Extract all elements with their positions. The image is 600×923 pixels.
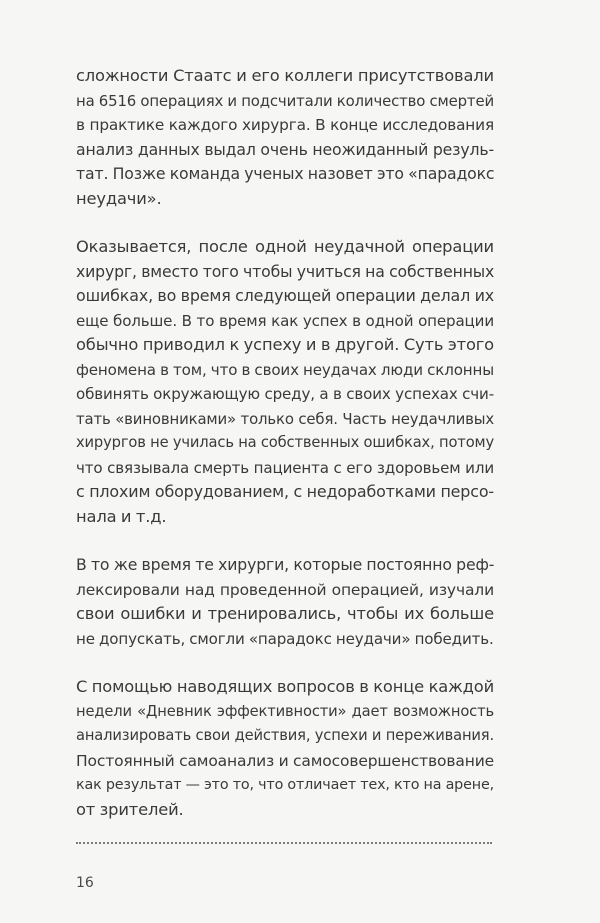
text-line: Постоянный самоанализ и самосовершенствование [76,751,494,770]
text-line: сложности Стаатс и его коллеги присутствовали [76,66,494,85]
text-line: хирургов не училась на собственных ошибках, потому [76,434,494,451]
page-body [76,64,494,846]
text-line: с плохим оборудованием, с недоработками персо- [76,482,494,501]
paragraph-3 [76,553,494,651]
text-line: тать «виновниками» только себя. Часть неудачливых [76,409,494,428]
text-line: свои ошибки и тренировались, чтобы их больше [76,604,494,623]
text-line: В то же время те хирурги, которые постоянно реф- [76,555,495,574]
text-line: что связывала смерть пациента с его здоровьем или [76,458,494,477]
text-line: ошибках, во время следующей операции делал их [76,286,494,305]
text-line: обычно приводил к успеху и в другой. Суть этого [76,335,494,354]
text-line: С помощью наводящих вопросов в конце каждой [76,677,494,696]
text-line: лексировали над проведенной операцией, изучали [76,580,494,599]
paragraph-4 [76,675,494,822]
text-line: тат. Позже команда ученых назовет это «парадокс [76,164,495,183]
paragraph-2 [76,235,494,529]
text-line: не допускать, смогли «парадокс неудачи» победить. [76,629,494,648]
text-line: феномена в том, что в своих неудачах люди склонны [76,360,494,379]
text-line: от зрителей. [76,799,184,819]
text-line: недели «Дневник эффективности» дает возможность [76,702,494,720]
text-line: анализировать свои действия, успехи и переживания. [76,727,494,744]
text-line: в практике каждого хирурга. В конце исследования [76,116,494,134]
text-line: на 6516 операциях и подсчитали количество смертей [76,91,494,110]
text-line: хирург, вместо того чтобы учиться на собственных [76,261,495,281]
footer-divider [76,842,492,844]
text-line: еще больше. В то время как успех в одной операции [76,311,494,330]
paragraph-1 [76,64,494,211]
text-line: как результат — это то, что отличает тех, кто на арене, [76,777,494,793]
text-line: нала и т.д. [76,506,167,526]
text-line: анализ данных выдал очень неожиданный резуль- [76,139,494,159]
page-number: 16 [76,875,94,891]
text-line: обвинять окружающую среду, а в своих успехах счи- [76,385,494,403]
text-line: неудачи». [76,188,162,208]
text-line: Оказывается, после одной неудачной операции [76,237,494,256]
